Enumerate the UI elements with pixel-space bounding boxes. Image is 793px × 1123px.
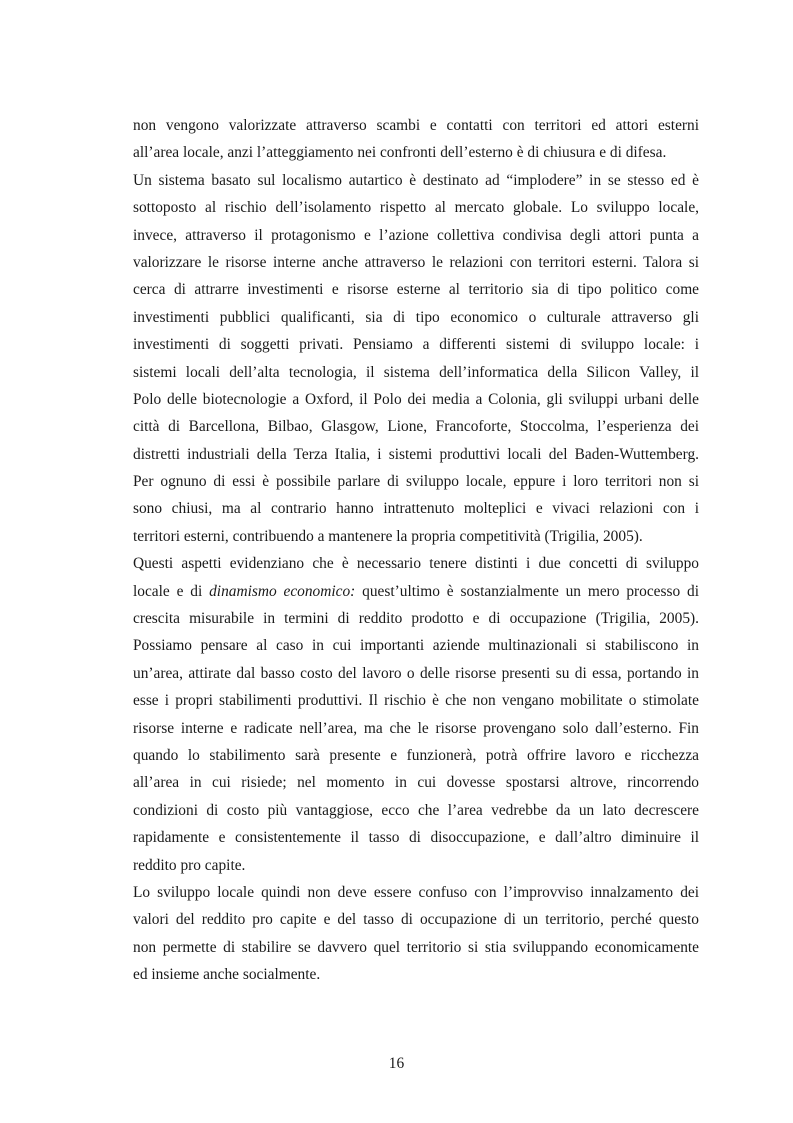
- text-line: [133, 715, 699, 742]
- text-line: [133, 112, 699, 139]
- text-line: [133, 139, 699, 166]
- text-segment: sono chiusi, ma al contrario hanno intrattenuto molteplici e vivaci relazioni con i: [133, 500, 699, 518]
- text-line: [133, 632, 699, 659]
- text-line: [133, 386, 699, 413]
- text-line: [133, 550, 699, 577]
- text-segment: quando lo stabilimento sarà presente e funzionerà, potrà offrire lavoro e ricchezza: [133, 746, 699, 764]
- text-segment: valorizzare le risorse interne anche attraverso le relazioni con territori esterni. Talora si: [133, 253, 699, 271]
- page-number: 16: [388, 1055, 405, 1072]
- text-line: [133, 824, 699, 851]
- text-segment: sottoposto al rischio dell’isolamento rispetto al mercato globale. Lo sviluppo locale,: [133, 199, 699, 217]
- text-segment: reddito pro capite.: [133, 856, 246, 874]
- text-segment: un’area, attirate dal basso costo del lavoro o delle risorse presenti su di essa, portando in: [133, 664, 699, 682]
- text-segment: risorse interne e radicate nell’area, ma che le risorse provengano solo dall’esterno. Fin: [133, 719, 699, 737]
- text-line: [133, 852, 699, 879]
- text-line: [133, 413, 699, 440]
- text-segment: investimenti di soggetti privati. Pensiamo a differenti sistemi di sviluppo locale: i: [133, 336, 699, 354]
- text-segment: ed insieme anche socialmente.: [133, 966, 321, 984]
- text-segment: Un sistema basato sul localismo autartico è destinato ad “implodere” in se stesso ed è: [133, 171, 699, 189]
- text-segment: sistemi locali dell’alta tecnologia, il sistema dell’informatica della Silicon Valley, il: [133, 363, 699, 381]
- text-segment: non vengono valorizzate attraverso scambi e contatti con territori ed attori esterni: [133, 117, 699, 134]
- text-line: [133, 276, 699, 303]
- text-segment: esse i propri stabilimenti produttivi. Il rischio è che non vengano mobilitate o stimolate: [133, 692, 699, 710]
- text-line: [133, 304, 699, 331]
- text-line: [133, 797, 699, 824]
- text-line: [133, 441, 699, 468]
- text-line: [133, 742, 699, 769]
- text-segment: Lo sviluppo locale quindi non deve essere confuso con l’improvviso innalzamento dei: [133, 883, 699, 901]
- text-line: [133, 934, 699, 961]
- text-line: [133, 578, 699, 605]
- text-segment: all’area in cui risiede; nel momento in cui dovesse spostarsi altrove, rincorrendo: [133, 774, 699, 792]
- text-segment: Per ognuno di essi è possibile parlare di sviluppo locale, eppure i loro territori non si: [133, 473, 699, 491]
- text-segment: città di Barcellona, Bilbao, Glasgow, Lione, Francoforte, Stoccolma, l’esperienza dei: [133, 418, 699, 436]
- text-line: [133, 906, 699, 933]
- text-segment: condizioni di costo più vantaggiose, ecco che l’area vedrebbe da un lato decrescere: [133, 801, 699, 819]
- text-line: [133, 495, 699, 522]
- text-line: [133, 605, 699, 632]
- text-segment: invece, attraverso il protagonismo e l’azione collettiva condivisa degli attori punta a: [133, 226, 699, 244]
- text-line: [133, 660, 699, 687]
- text-line: [133, 167, 699, 194]
- text-segment: Possiamo pensare al caso in cui importanti aziende multinazionali si stabiliscono in: [133, 637, 699, 655]
- text-line: [133, 523, 699, 550]
- text-line: [133, 769, 699, 796]
- text-segment: all’area locale, anzi l’atteggiamento nei confronti dell’esterno è di chiusura e di difesa.: [133, 144, 667, 162]
- text-line: [133, 331, 699, 358]
- text-segment: territori esterni, contribuendo a mantenere la propria competitività (Trigilia, 2005).: [133, 527, 643, 545]
- text-segment: quest’ultimo è sostanzialmente un mero processo di: [355, 582, 699, 600]
- text-line: [133, 194, 699, 221]
- text-segment: investimenti pubblici qualificanti, sia di tipo economico o culturale attraverso gli: [133, 308, 699, 326]
- text-line: [133, 468, 699, 495]
- text-line: [133, 687, 699, 714]
- text-segment: Questi aspetti evidenziano che è necessario tenere distinti i due concetti di sviluppo: [133, 555, 699, 573]
- body-text: [133, 112, 699, 989]
- text-line: [133, 359, 699, 386]
- text-segment: Polo delle biotecnologie a Oxford, il Polo dei media a Colonia, gli sviluppi urbani delle: [133, 390, 699, 408]
- text-segment: non permette di stabilire se davvero quel territorio si stia sviluppando economicamente: [133, 938, 699, 956]
- emphasis-text: dinamismo economico:: [209, 582, 356, 600]
- text-line: [133, 249, 699, 276]
- text-line: [133, 961, 699, 988]
- text-line: [133, 879, 699, 906]
- text-segment: rapidamente e consistentemente il tasso di disoccupazione, e dall’altro diminuire il: [133, 829, 699, 847]
- text-segment: crescita misurabile in termini di reddito prodotto e di occupazione (Trigilia, 2005).: [133, 610, 699, 628]
- text-segment: valori del reddito pro capite e del tasso di occupazione di un territorio, perché questo: [133, 911, 699, 929]
- text-segment: cerca di attrarre investimenti e risorse esterne al territorio sia di tipo politico come: [133, 281, 699, 299]
- text-segment: distretti industriali della Terza Italia, i sistemi produttivi locali del Baden-Wuttemberg.: [133, 445, 699, 463]
- text-segment: locale e di: [133, 582, 210, 600]
- text-line: [133, 222, 699, 249]
